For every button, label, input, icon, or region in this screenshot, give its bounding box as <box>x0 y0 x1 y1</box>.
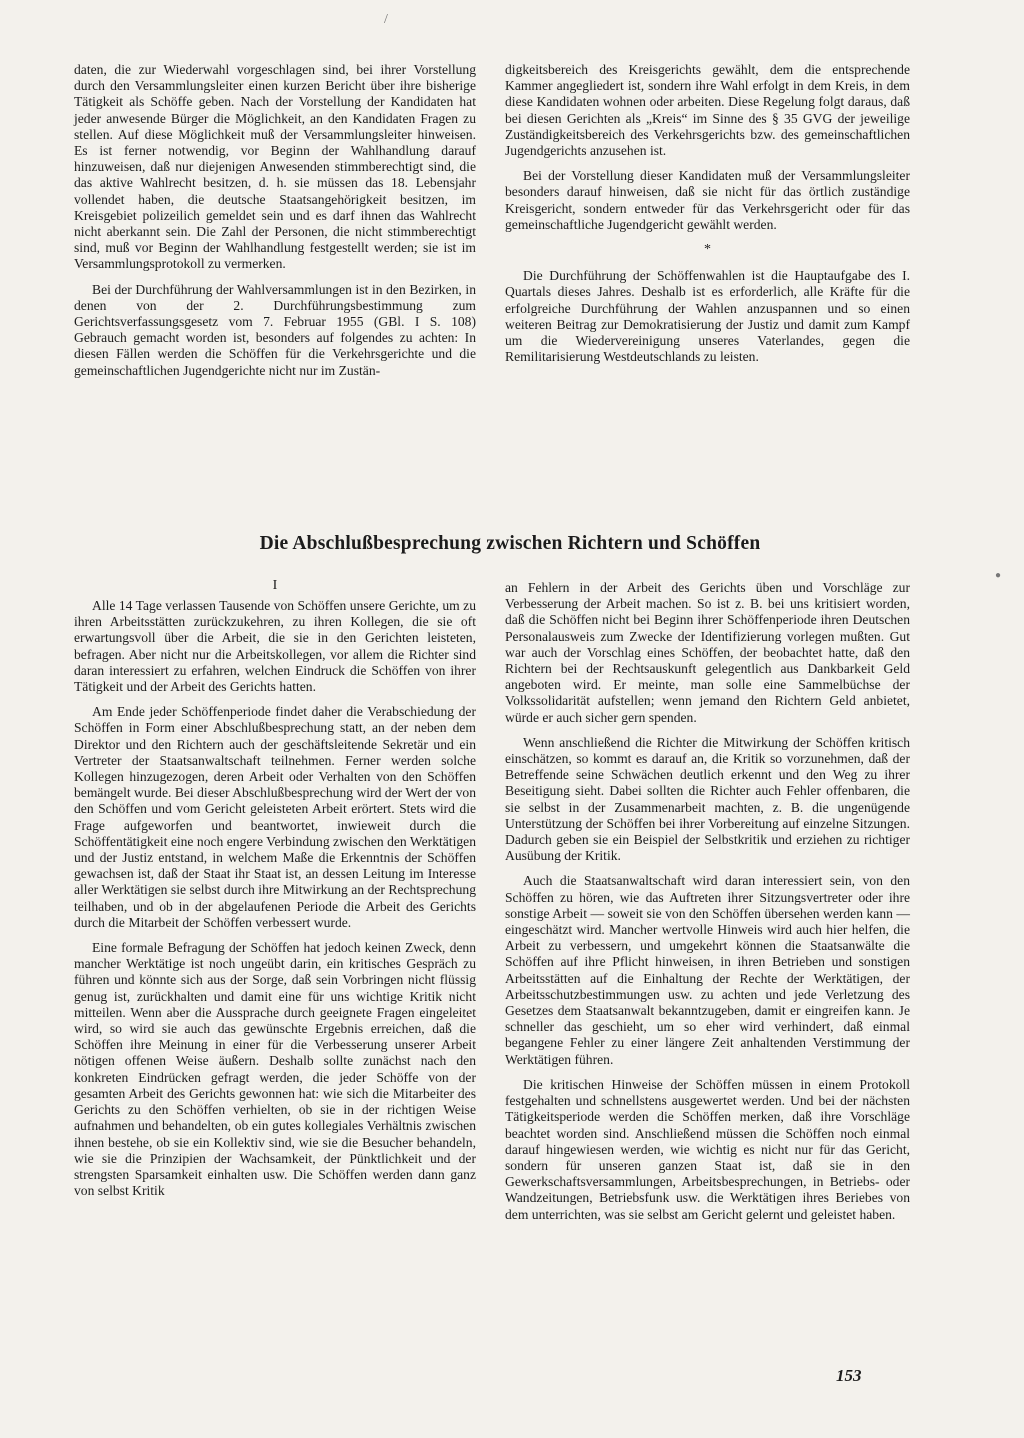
section-separator: * <box>704 242 711 258</box>
article-left-column <box>74 598 476 1208</box>
paragraph: Wenn anschließend die Richter die Mitwirkung der Schöffen kritisch einschätzen, so kommt es darauf an, die Kritik so vorzunehmen, daß der Betreffende seine Schwächen deutlich erkennt und den Weg zu ihrer Beseitigung sieht. Dabei sollten die Richter auch Fehler offenbaren, die sie selbst in der Zusammenarbeit machten, z. B. die ungenügende Unterstützung der Schöffen bei ihrer Vorbereitung auf einzelne Sitzungen. Dadurch geben sie ein Beispiel der Selbstkritik und erziehen zu richtiger Ausübung der Kritik. <box>505 734 910 864</box>
scan-dot: ● <box>995 570 1002 581</box>
top-right-column <box>505 62 910 374</box>
scan-mark: / <box>384 12 388 27</box>
paragraph: daten, die zur Wiederwahl vorgeschlagen sind, bei ihrer Vorstellung durch den Versammlungsleiter einen kurzen Bericht über ihre bisherige Tätigkeit als Schöffe geben. Nach der Vorstellung der Kandidaten hat jeder anwesende Bürger die Möglichkeit, an den Kandidaten Fragen zu stellen. Auf diese Möglichkeit muß der Versammlungsleiter hinweisen. Es ist ferner notwendig, vor Beginn der Wahlhandlung darauf hinzuweisen, daß nur diejenigen Anwesenden stimmberechtigt sind, die das aktive Wahlrecht besitzen, d. h. sie müssen das 18. Lebensjahr vollendet haben, die deutsche Staatsangehörigkeit besitzen, im Kreisgebiet polizeilich gemeldet sein und es darf ihnen das Wahlrecht nicht aberkannt sein. Die Zahl der Personen, die nicht stimmberechtigt sind, muß vor Beginn der Wahlhandlung festgestellt werden; sie ist im Versammlungsprotokoll zu vermerken. <box>74 62 476 272</box>
paragraph: Die kritischen Hinweise der Schöffen müssen in einem Protokoll festgehalten und schnellstens ausgewertet werden. Und bei der nächsten Tätigkeitsperiode werden die Schöffen merken, daß ihre Vorschläge beachtet worden sind. Anschließend müssen die Schöffen noch einmal darauf hingewiesen werden, wie wichtig es nicht nur für das Gericht, sondern für unseren ganzen Staat ist, daß sie in den Gewerkschaftsversammlungen, Arbeitsbesprechungen, in Betriebs- oder Wandzeitungen, Betriebsfunk usw. die Werktätigen ihres Beriebes von dem unterrichten, was sie selbst am Gericht gelernt und geleistet haben. <box>505 1076 910 1222</box>
article-right-column <box>505 580 910 1232</box>
paragraph: an Fehlern in der Arbeit des Gerichts üben und Vorschläge zur Verbesserung der Arbeit machen. So ist z. B. bei uns kritisiert worden, daß die Schöffen nicht bei Beginn ihrer Schöffenperiode ihren Deutschen Personalausweis zum Zwecke der Identifizierung vorlegen mußten. Gut war auch der Vorschlag eines Schöffen, der beobachtet hatte, daß den Richtern bei der Rechtsauskunft gelegentlich aus Dankbarkeit Geld angeboten wird. Er meinte, man solle eine Sammelbüchse der Volkssolidarität aufstellen; wenn jemand den Richtern Geld anbietet, würde er auch sicher gern spenden. <box>505 580 910 725</box>
paragraph: Bei der Durchführung der Wahlversammlungen ist in den Bezirken, in denen von der 2. Durchführungsbestimmung zum Gerichtsverfassungsgesetz vom 7. Februar 1955 (GBl. I S. 108) Gebrauch gemacht worden ist, besonders auf folgendes zu achten: In diesen Fällen werden die Schöffen für die Verkehrsgerichte und die gemeinschaftlichen Jugendgerichte nicht nur im Zustän- <box>74 281 476 378</box>
paragraph: digkeitsbereich des Kreisgerichts gewählt, dem die entsprechende Kammer angegliedert ist, sondern ihre Wahl erfolgt in dem Kreis, in dem diese Kandidaten wohnen oder arbeiten. Diese Regelung folgt daraus, daß bei diesen Gerichten als „Kreis“ im Sinne des § 35 GVG der jeweilige Zuständigkeitsbereich des Verkehrsgerichts bzw. des gemeinschaftlichen Jugendgerichts anzusehen ist. <box>505 62 910 159</box>
paragraph: Eine formale Befragung der Schöffen hat jedoch keinen Zweck, denn mancher Werktätige ist noch ungeübt darin, ein kritisches Gespräch zu führen und könnte sich aus der Sorge, daß sein Vorbringen nicht flüssig genug ist, zurückhalten und damit eine für uns wichtige Kritik nicht mitteilen. Wenn aber die Aussprache durch geeignete Fragen eingeleitet wird, so wird sie auch das gewünschte Ergebnis erreichen, daß die Schöffen ihre Meinung in einer für die Verbesserung unserer Arbeit nötigen offenen Weise äußern. Deshalb sollte zunächst nach den konkreten Eindrücken gefragt werden, die jeder Schöffe von der gesamten Arbeit des Gerichts gewonnen hat: wie sich die Mitarbeiter des Gerichts zu den Schöffen verhielten, ob sie in der richtigen Weise aufnahmen und behandelten, ob ein gutes kollegiales Verhältnis zwischen ihnen bestehe, ob sie ein Kollektiv sind, wie sie die Besucher behandeln, wie sie die Prinzipien der Wachsamkeit, der Pünktlichkeit und der strengsten Sparsamkeit einhalten usw. Die Schöffen werden dann ganz von selbst Kritik <box>74 940 476 1199</box>
paragraph: Bei der Vorstellung dieser Kandidaten muß der Versammlungsleiter besonders darauf hinweisen, daß sie nicht für das örtlich zuständige Kreisgericht, sondern entweder für das Verkehrsgericht oder für das gemeinschaftliche Jugendgericht gewählt werden. <box>505 168 910 232</box>
paragraph: Auch die Staatsanwaltschaft wird daran interessiert sein, von den Schöffen zu hören, wie das Auftreten ihrer Sitzungsvertreter oder ihre sonstige Arbeit — soweit sie von den Schöffen übersehen werden kann — eingeschätzt wird. Mancher wertvolle Hinweis wird auch hier helfen, die Arbeit zu verbessern, und umgekehrt können die Staatsanwälte die Schöffen auf ihre Pflicht hinweisen, in ihren Betrieben und sonstigen Arbeitsstätten auf die Einhaltung der Rechte der Werktätigen, der Arbeitsschutzbestimmungen usw. zu achten und jede Verletzung des Gesetzes dem Staatsanwalt bekanntzugeben, damit er eingreifen kann. Je schneller das geschieht, um so eher wird verhindert, daß einmal begangene Fehler zu einer längere Zeit anhaltenden Verstimmung der Werktätigen führen. <box>505 873 910 1067</box>
paragraph: Die Durchführung der Schöffenwahlen ist die Hauptaufgabe des I. Quartals dieses Jahres. Deshalb ist es erforderlich, alle Kräfte für die erfolgreiche Durchführung der Wahlen anzuspannen und so einen weiteren Beitrag zur Demokratisierung der Justiz und damit zum Kampf um die Wiedervereinigung unseres Vaterlandes, gegen die Remilitarisierung Westdeutschlands zu leisten. <box>505 268 910 365</box>
paragraph: Am Ende jeder Schöffenperiode findet daher die Verabschiedung der Schöffen in Form einer Abschlußbesprechung statt, an der neben dem Direktor und den Richtern auch der geschäftsleitende Sekretär und ein Vertreter der Staatsanwaltschaft teilnehmen. Ferner werden solche Kollegen hinzugezogen, deren Arbeit oder Verhalten von den Schöffen bemängelt wurde. Bei dieser Abschlußbesprechung wird der Wert der von den Schöffen und vom Gericht geleisteten Arbeit erörtert. Stets wird die Frage aufgeworfen und beantwortet, inwieweit durch die Schöffentätigkeit eine noch engere Verbindung zwischen den Werktätigen und der Justiz entstand, in welchem Maße die Erkenntnis der Schöffen gewachsen ist, daß der Staat ihr Staat ist, an dessen Leitung im Interesse aller Werktätigen sie selbst durch ihre Mitwirkung an der Rechtsprechung teilhaben, und ob in der abgelaufenen Periode die Arbeit des Gerichts durch die Mitarbeit der Schöffen verbessert wurde. <box>74 704 476 930</box>
article-title: Die Abschlußbesprechung zwischen Richtern und Schöffen <box>259 533 761 554</box>
paragraph: Alle 14 Tage verlassen Tausende von Schöffen unsere Gerichte, um zu ihren Arbeitsstätten zurückzukehren, zu ihren Kollegen, die sie oft erwartungsvoll über die Arbeit, die sie in den Gerichten leisteten, befragen. Aber nicht nur die Arbeitskollegen, vor allem die Richter sind daran interessiert zu erfahren, welchen Eindruck die Schöffen von ihrer Tätigkeit und der Arbeit des Gerichts hatten. <box>74 598 476 695</box>
page-number: 153 <box>836 1366 862 1385</box>
top-left-column <box>74 62 476 388</box>
section-numeral: I <box>272 578 278 593</box>
